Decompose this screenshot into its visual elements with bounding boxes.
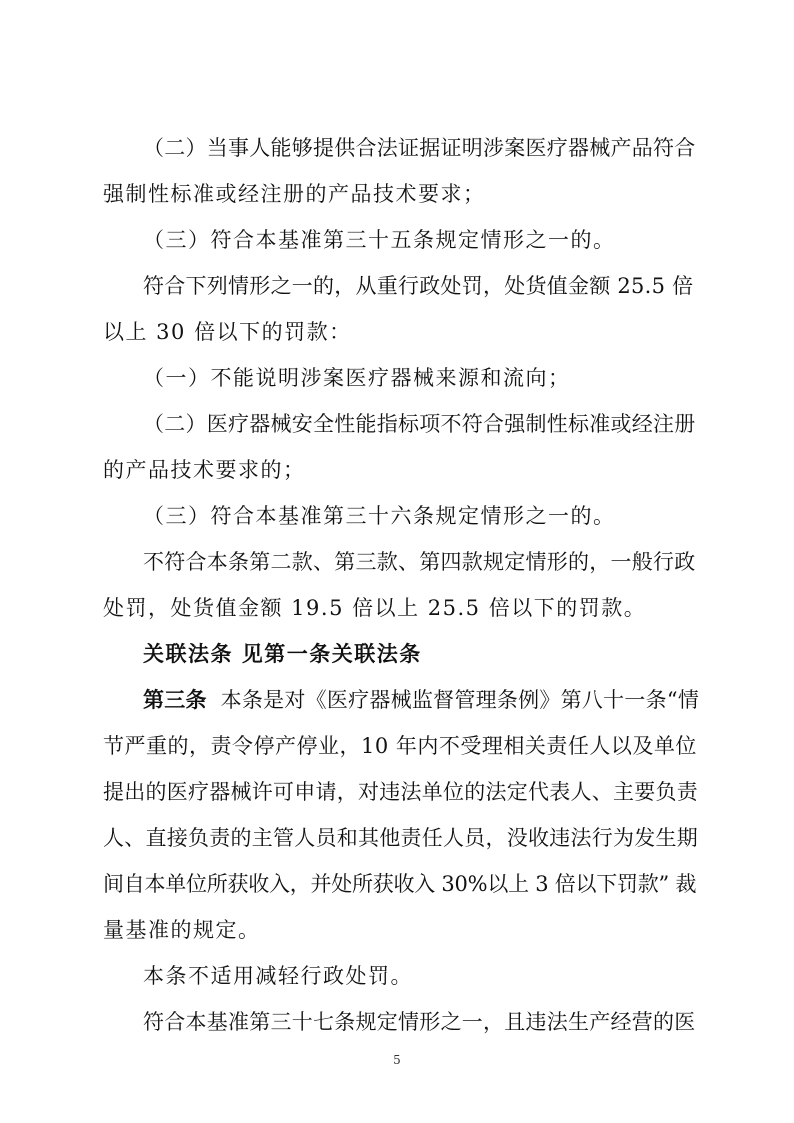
text-line: 不符合本条第二款、第三款、第四款规定情形的，一般行政 <box>143 550 696 574</box>
text-line: （三）符合本基准第三十六条规定情形之一的。 <box>143 504 616 528</box>
text-line: （二）医疗器械安全性能指标项不符合强制性标准或经注册 <box>143 412 696 436</box>
text-line: 人、直接负责的主管人员和其他责任人员，没收违法行为发生期 <box>103 826 698 850</box>
article-label: 第三条 <box>143 687 207 712</box>
text-line: 提出的医疗器械许可申请，对违法单位的法定代表人、主要负责 <box>103 780 698 804</box>
section-heading: 关联法条 见第一条关联法条 <box>143 641 422 666</box>
text-line: 符合下列情形之一的，从重行政处罚，处货值金额 25.5 倍 <box>143 274 694 298</box>
article-text: 本条是对《医疗器械监督管理条例》第八十一条“情 <box>220 688 700 712</box>
text-line: 以上 30 倍以下的罚款： <box>103 320 352 344</box>
text-line: （二）当事人能够提供合法证据证明涉案医疗器械产品符合 <box>143 136 696 160</box>
text-line: 节严重的，责令停产停业，10 年内不受理相关责任人以及单位 <box>103 734 697 758</box>
text-line: 本条不适用减轻行政处罚。 <box>143 964 413 988</box>
text-line: 处罚，处货值金额 19.5 倍以上 25.5 倍以下的罚款。 <box>103 596 647 620</box>
page-number: 5 <box>393 1053 401 1067</box>
text-line: 的产品技术要求的； <box>103 458 306 482</box>
article-line <box>143 685 699 715</box>
text-line: 强制性标准或经注册的产品技术要求； <box>103 182 486 206</box>
text-line: 间自本单位所获收入，并处所获收入 30%以上 3 倍以下罚款” 裁 <box>103 872 697 896</box>
text-line: （三）符合本基准第三十五条规定情形之一的。 <box>143 228 616 252</box>
text-line: 量基准的规定。 <box>103 918 261 942</box>
text-line: 符合本基准第三十七条规定情形之一，且违法生产经营的医 <box>143 1010 696 1034</box>
text-line: （一）不能说明涉案医疗器械来源和流向； <box>143 366 571 390</box>
